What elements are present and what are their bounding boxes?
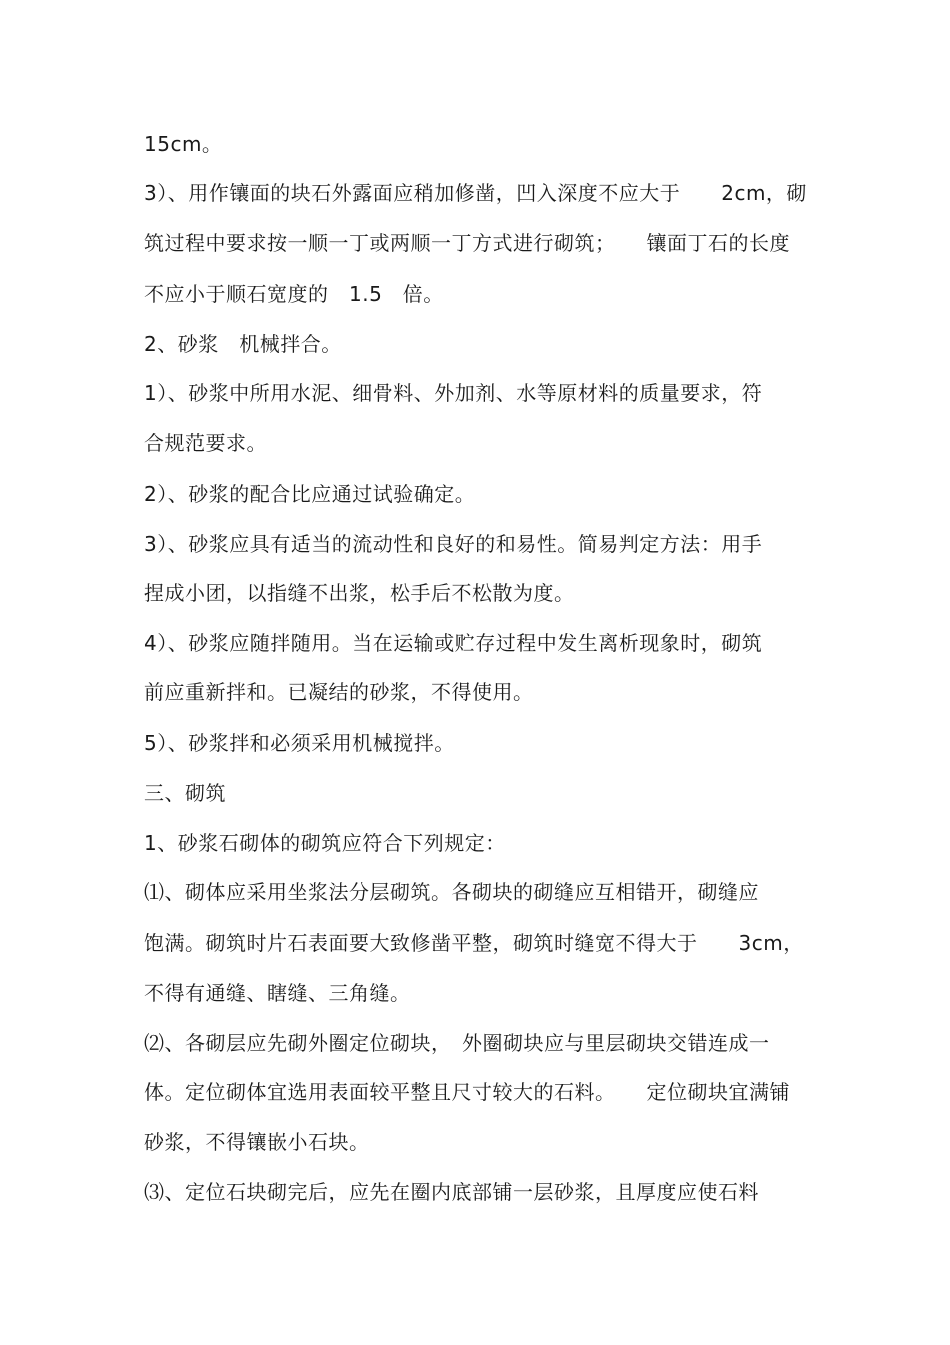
text-line: 前应重新拌和。已凝结的砂浆，不得使用。 (144, 680, 534, 704)
text-line: 2）、砂浆的配合比应通过试验确定。 (144, 482, 476, 506)
text-line: 2、砂浆 机械拌合。 (144, 332, 342, 356)
text-line: 3）、用作镶面的块石外露面应稍加修凿，凹入深度不应大于 2cm，砌 (144, 181, 807, 205)
text-line: 3）、砂浆应具有适当的流动性和良好的和易性。简易判定方法：用手 (144, 532, 763, 556)
text-line: 1）、砂浆中所用水泥、细骨料、外加剂、水等原材料的质量要求，符 (144, 381, 763, 405)
text-line: 筑过程中要求按一顺一丁或两顺一丁方式进行砌筑； 镶面丁石的长度 (144, 231, 790, 255)
text-line: 砂浆，不得镶嵌小石块。 (144, 1130, 370, 1154)
text-line: ⑴、砌体应采用坐浆法分层砌筑。各砌块的砌缝应互相错开，砌缝应 (144, 880, 759, 904)
text-line: 饱满。砌筑时片石表面要大致修凿平整，砌筑时缝宽不得大于 3cm， (144, 931, 804, 955)
text-line: 5）、砂浆拌和必须采用机械搅拌。 (144, 731, 455, 755)
text-line: 1、砂浆石砌体的砌筑应符合下列规定： (144, 831, 506, 855)
text-line: 捏成小团，以指缝不出浆，松手后不松散为度。 (144, 581, 575, 605)
text-line: 合规范要求。 (144, 431, 267, 455)
text-line: 4）、砂浆应随拌随用。当在运输或贮存过程中发生离析现象时，砌筑 (144, 631, 763, 655)
section-heading: 三、砌筑 (144, 781, 226, 805)
text-line: 不应小于顺石宽度的 1.5 倍。 (144, 282, 444, 306)
text-line: ⑵、各砌层应先砌外圈定位砌块， 外圈砌块应与里层砌块交错连成一 (144, 1031, 770, 1055)
text-line: 15cm。 (144, 132, 223, 156)
text-line: 体。定位砌体宜选用表面较平整且尺寸较大的石料。 定位砌块宜满铺 (144, 1080, 790, 1104)
text-line: ⑶、定位石块砌完后，应先在圈内底部铺一层砂浆，且厚度应使石料 (144, 1180, 759, 1204)
text-line: 不得有通缝、瞎缝、三角缝。 (144, 981, 411, 1005)
